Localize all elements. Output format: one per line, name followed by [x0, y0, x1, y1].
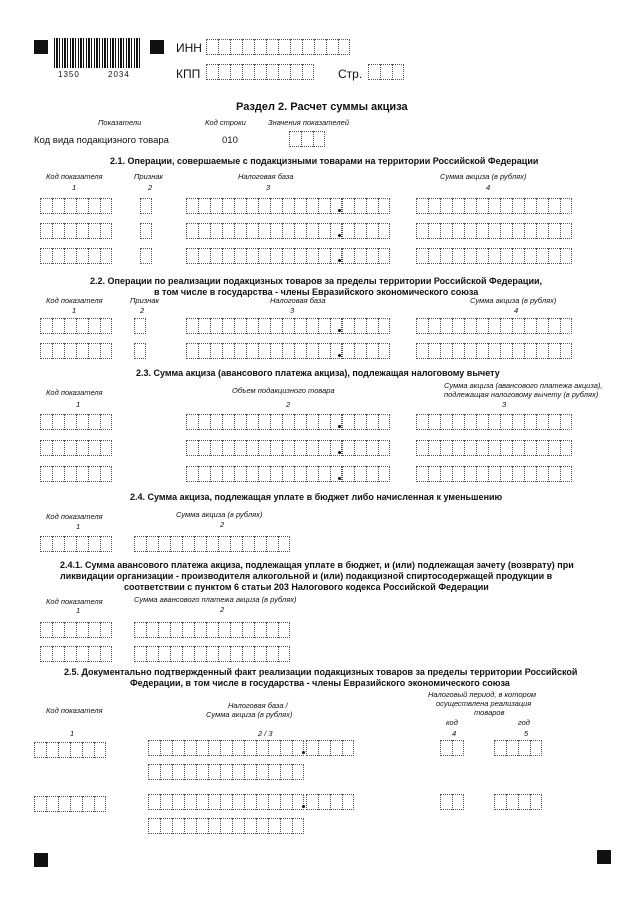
s22-r1-base[interactable] — [186, 318, 342, 334]
s23-r3-code[interactable] — [40, 466, 112, 482]
col-header-values: Значения показателей — [268, 118, 350, 127]
s21-col-code: Код показателя — [46, 172, 103, 181]
s241-r1-sum[interactable] — [134, 622, 290, 638]
s23-num-3: 3 — [502, 400, 507, 409]
s23-r2-sum[interactable] — [416, 440, 572, 456]
s241-r2-sum[interactable] — [134, 646, 290, 662]
s23-r2-code[interactable] — [40, 440, 112, 456]
barcode — [54, 38, 140, 68]
s23-r1-volume-frac[interactable] — [342, 414, 390, 430]
s25-num-1: 1 — [70, 729, 75, 738]
s23-col-code: Код показателя — [46, 388, 103, 397]
s23-r2-volume-frac[interactable] — [342, 440, 390, 456]
s21-col-base: Налоговая база — [238, 172, 294, 181]
s25-col-base-2: Сумма акциза (в рублях) — [206, 710, 293, 719]
s25-r1-sum[interactable] — [148, 764, 304, 780]
s22-num-1: 1 — [72, 306, 77, 315]
corner-marker-bottom-left — [34, 853, 48, 867]
s21-r2-base-frac[interactable] — [342, 223, 390, 239]
s25-r1-base[interactable] — [148, 740, 304, 756]
s24-num-2: 2 — [220, 520, 225, 529]
s22-col-code: Код показателя — [46, 296, 103, 305]
s25-r1-period-code[interactable] — [440, 740, 464, 756]
s23-r3-volume[interactable] — [186, 466, 342, 482]
s24-num-1: 1 — [76, 522, 81, 531]
s21-r3-code[interactable] — [40, 248, 112, 264]
s25-col-base-1: Налоговая база / — [228, 701, 288, 710]
s21-r1-base[interactable] — [186, 198, 342, 214]
s21-r1-sign[interactable] — [140, 198, 152, 214]
s21-r1-code[interactable] — [40, 198, 112, 214]
s241-num-1: 1 — [76, 606, 81, 615]
s241-line-3: соответствии с пунктом 6 статьи 203 Налогового кодекса Российской Федерации — [124, 582, 489, 592]
s22-title-1: 2.2. Операции по реализации подакцизных товаров за пределы территории Российской Федерации, — [90, 276, 543, 286]
s25-r2-sum[interactable] — [148, 818, 304, 834]
s22-r1-sum[interactable] — [416, 318, 572, 334]
excise-code-line: 010 — [222, 135, 238, 146]
s25-col-period-3: товаров — [474, 708, 505, 717]
s24-r1-sum[interactable] — [134, 536, 290, 552]
s25-r1-year[interactable] — [494, 740, 542, 756]
s241-r2-code[interactable] — [40, 646, 112, 662]
s24-col-sum: Сумма акциза (в рублях) — [176, 510, 263, 519]
corner-marker-top-left — [34, 40, 48, 54]
s25-r2-base-frac[interactable] — [306, 794, 354, 810]
s22-col-sum: Сумма акциза (в рублях) — [470, 296, 557, 305]
s241-line-1: 2.4.1. Сумма авансового платежа акциза, подлежащая уплате в бюджет, и (или) подлежащая зачету (возврату) при — [60, 560, 574, 570]
s21-col-sum: Сумма акциза (в рублях) — [440, 172, 527, 181]
s22-num-4: 4 — [514, 306, 519, 315]
s22-col-sign: Признак — [130, 296, 160, 305]
page-label: Стр. — [338, 67, 363, 81]
s23-col-sum-2: подлежащая налоговому вычету (в рублях) — [444, 390, 599, 399]
s25-col-period-2: осуществлена реализация — [436, 699, 532, 708]
barcode-number-right: 2034 — [108, 70, 130, 79]
s25-r2-period-code[interactable] — [440, 794, 464, 810]
s24-r1-code[interactable] — [40, 536, 112, 552]
corner-marker-top-right — [150, 40, 164, 54]
s241-num-2: 2 — [220, 605, 225, 614]
s22-r2-sign[interactable] — [134, 343, 146, 359]
s22-r1-sign[interactable] — [134, 318, 146, 334]
s22-r2-sum[interactable] — [416, 343, 572, 359]
s241-line-2: ликвидации организации - производителя алкогольной и (или) подакцизной спиртосодержащей продукции в — [60, 571, 553, 581]
col-header-line-code: Код строки — [205, 118, 246, 127]
s21-r2-base[interactable] — [186, 223, 342, 239]
s21-num-1: 1 — [72, 183, 77, 192]
s22-r2-code[interactable] — [40, 343, 112, 359]
s21-num-2: 2 — [148, 183, 153, 192]
s21-col-sign: Признак — [134, 172, 164, 181]
s22-title-2: в том числе в государства - члены Евразийского экономического союза — [154, 287, 479, 297]
s25-col-period-1: Налоговый период, в котором — [428, 690, 537, 699]
s23-title: 2.3. Сумма акциза (авансового платежа акциза), подлежащая налоговому вычету — [136, 368, 500, 378]
s25-num-5: 5 — [524, 729, 529, 738]
kpp-label: КПП — [176, 67, 201, 81]
s21-r1-sum[interactable] — [416, 198, 572, 214]
inn-label: ИНН — [176, 41, 202, 55]
s22-r2-base-frac[interactable] — [342, 343, 390, 359]
s22-col-base: Налоговая база — [270, 296, 326, 305]
col-header-indicators: Показатели — [98, 118, 142, 127]
s22-num-3: 3 — [290, 306, 295, 315]
s22-r1-base-frac[interactable] — [342, 318, 390, 334]
s25-line-1: 2.5. Документально подтвержденный факт реализации подакцизных товаров за пределы территории Российской — [64, 667, 578, 677]
s25-r1-base-frac[interactable] — [306, 740, 354, 756]
s23-r1-sum[interactable] — [416, 414, 572, 430]
s23-r3-sum[interactable] — [416, 466, 572, 482]
inn-field[interactable] — [206, 39, 350, 55]
s22-r1-code[interactable] — [40, 318, 112, 334]
kpp-field[interactable] — [206, 64, 314, 80]
s21-r1-base-frac[interactable] — [342, 198, 390, 214]
s23-r3-volume-frac[interactable] — [342, 466, 390, 482]
s23-r2-volume[interactable] — [186, 440, 342, 456]
s23-num-1: 1 — [76, 400, 81, 409]
s241-col-sum: Сумма авансового платежа акциза (в рублях) — [134, 595, 297, 604]
s25-line-2: Федерации, в том числе в государства - члены Евразийского экономического союза — [130, 678, 510, 688]
page-number-field[interactable] — [368, 64, 404, 80]
s25-r1-code[interactable] — [34, 742, 106, 758]
s25-num-4: 4 — [452, 729, 457, 738]
s23-r1-code[interactable] — [40, 414, 112, 430]
section-title: Раздел 2. Расчет суммы акциза — [236, 101, 408, 113]
s23-col-sum-1: Сумма акциза (авансового платежа акциза), — [444, 381, 603, 390]
s21-r2-sum[interactable] — [416, 223, 572, 239]
barcode-number-left: 1350 — [58, 70, 80, 79]
s25-num-2-3: 2 / 3 — [258, 729, 273, 738]
s241-r1-code[interactable] — [40, 622, 112, 638]
s21-r2-sign[interactable] — [140, 223, 152, 239]
s21-r3-base[interactable] — [186, 248, 342, 264]
s25-col-kod: код — [446, 718, 458, 727]
s21-title: 2.1. Операции, совершаемые с подакцизными товарами на территории Российской Федерации — [110, 156, 539, 166]
s22-num-2: 2 — [140, 306, 145, 315]
s25-col-god: год — [518, 718, 530, 727]
s22-r2-base[interactable] — [186, 343, 342, 359]
excise-code-label: Код вида подакцизного товара — [34, 135, 169, 146]
corner-marker-bottom-right — [597, 850, 611, 864]
s23-r1-volume[interactable] — [186, 414, 342, 430]
s23-col-volume: Объем подакцизного товара — [232, 386, 335, 395]
s23-num-2: 2 — [286, 400, 291, 409]
s25-r2-code[interactable] — [34, 796, 106, 812]
s21-num-4: 4 — [486, 183, 491, 192]
excise-code-field[interactable] — [289, 131, 325, 147]
s241-col-code: Код показателя — [46, 597, 103, 606]
s21-r3-base-frac[interactable] — [342, 248, 390, 264]
s25-r2-base[interactable] — [148, 794, 304, 810]
s25-col-code: Код показателя — [46, 706, 103, 715]
s24-col-code: Код показателя — [46, 512, 103, 521]
s24-title: 2.4. Сумма акциза, подлежащая уплате в бюджет либо начисленная к уменьшению — [130, 492, 503, 502]
s25-r2-year[interactable] — [494, 794, 542, 810]
s21-num-3: 3 — [266, 183, 271, 192]
s21-r2-code[interactable] — [40, 223, 112, 239]
s21-r3-sum[interactable] — [416, 248, 572, 264]
s21-r3-sign[interactable] — [140, 248, 152, 264]
